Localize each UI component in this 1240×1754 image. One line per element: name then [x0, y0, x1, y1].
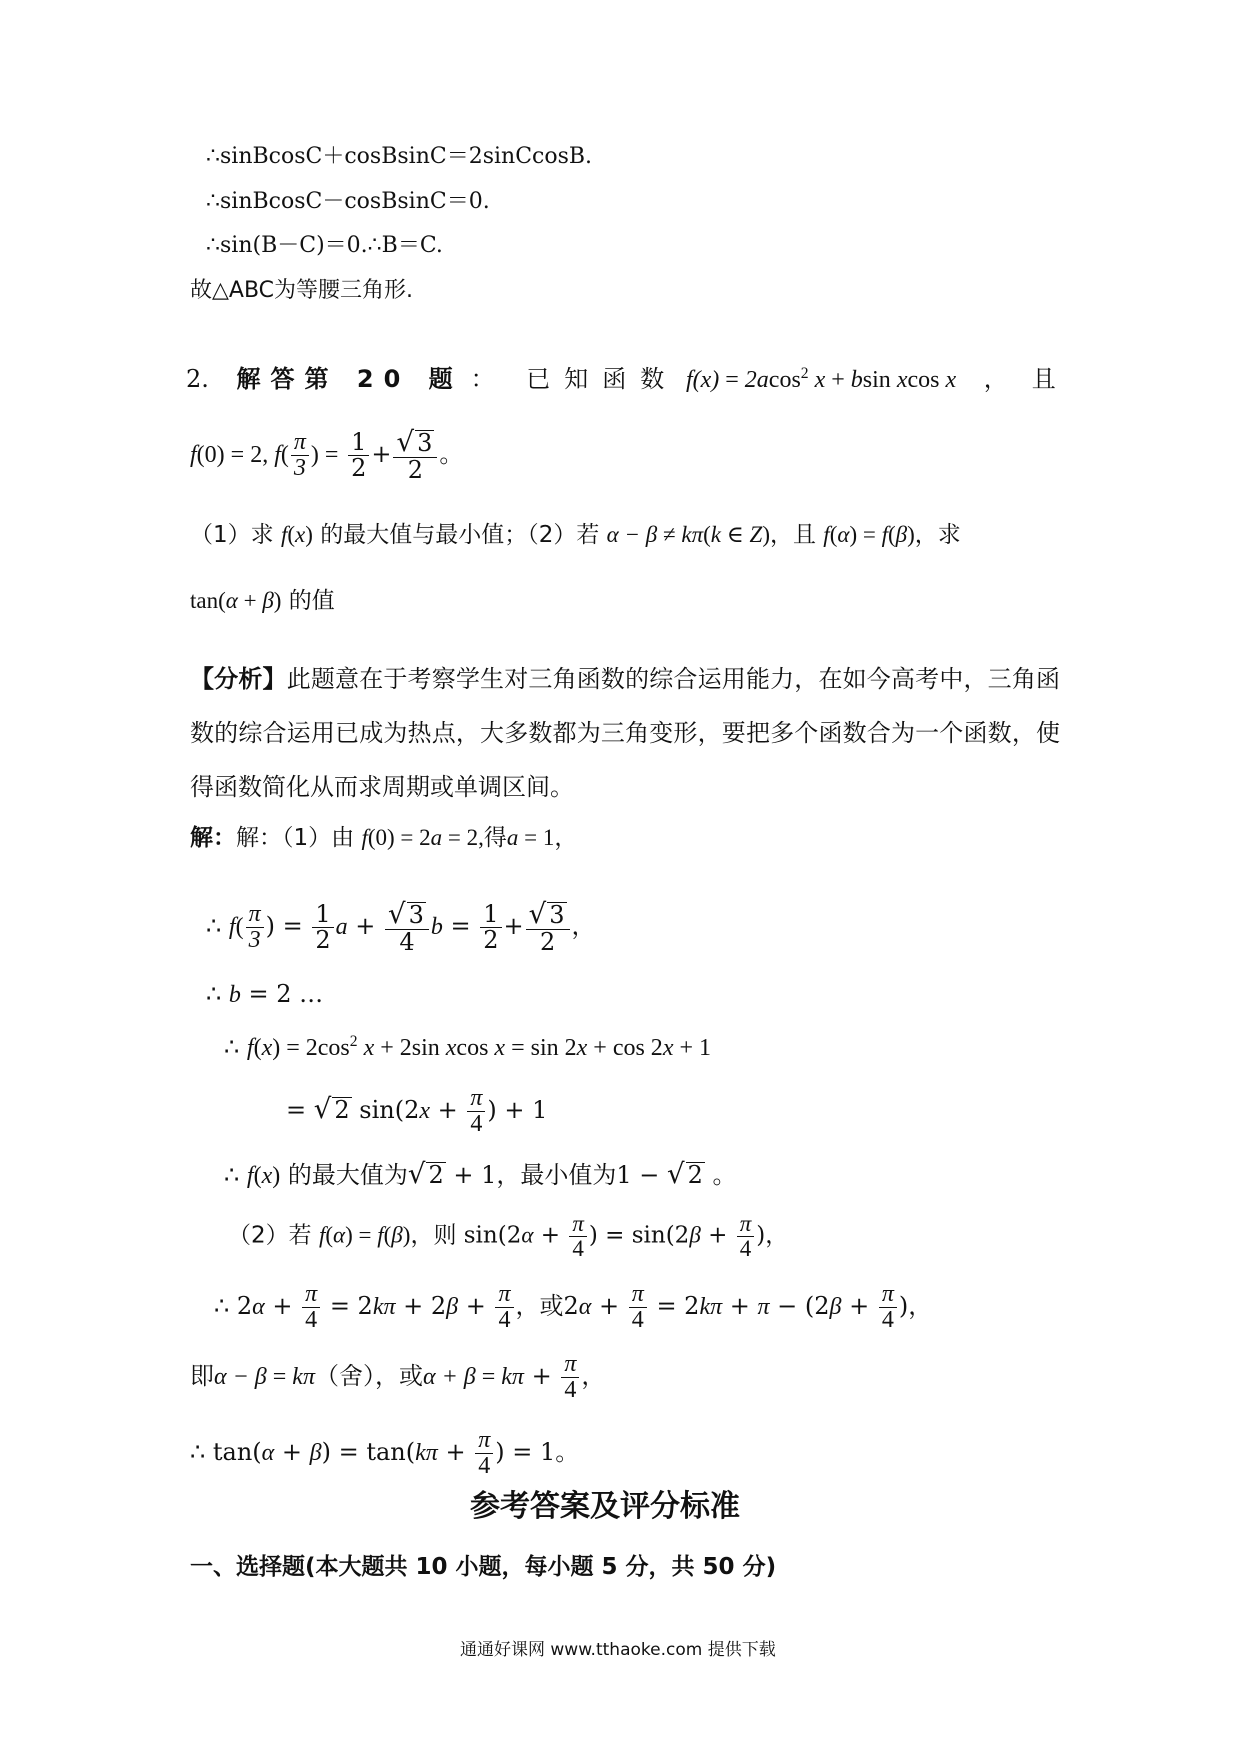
problem-colon: ：: [470, 365, 495, 393]
answer-heading: 参考答案及评分标准: [470, 1489, 740, 1524]
analysis-text: 此题意在于考察学生对三角函数的综合运用能力，在如今高考中，三角函数的综合运用已成为热点，大多数都为三角变形，要把多个函数合为一个函数，使得函数简化从而求周期或单调区间。: [190, 665, 1060, 801]
q1-suffix: 的最大值与最小值；（2）若: [320, 522, 600, 548]
q2-and: ，且: [769, 522, 816, 548]
problem-and: ，且: [983, 365, 1080, 393]
problem-statement: 2. 解答第 20 题 ： 已知函数 f(x) = 2acos$^2$ x + bsin xcos x ，且: [186, 365, 1080, 393]
reject-text: （舍），或: [314, 1362, 423, 1391]
proof-line-3: ∴sin(B－C)＝0.∴B＝C.: [206, 233, 443, 258]
proof-line-2: ∴sinBcosC－cosBsinC＝0.: [206, 189, 490, 214]
solution-intro: 解：（1）由: [236, 825, 355, 851]
solution-line-2: ∴ f( $\frac{\pi}{3}$ ) = $\frac{1}{2}$ a + $\frac{√ 3}{4}$ b = $\frac{1}{2}$ + $\frac{√ 3}{2}$ ，: [206, 897, 596, 956]
part2-text: （2）若: [228, 1222, 312, 1249]
solution-line-1: 解：解：（1）由 f(0) = 2a = 2,得a = 1，: [190, 825, 578, 851]
max-text: 的最大值为: [287, 1161, 408, 1189]
solution-line-10: ∴ tan(α + β) = tan(kπ + $\frac{\pi}{4}$ ) = 1。: [190, 1427, 580, 1480]
q2-end: 的值: [288, 588, 335, 614]
footer-source: 通通好课网 www.tthaoke.com 提供下载: [460, 1640, 776, 1660]
solution-line-8: ∴ 2α + $\frac{\pi}{4}$ = 2kπ + 2β + $\frac{\pi}{4}$ ，或2α + $\frac{\pi}{4}$ = 2kπ + π − (2β + $\frac{\pi}{4}$ )，: [214, 1281, 933, 1334]
question-line: （1）求 f(x) 的最大值与最小值；（2）若 α − β ≠ kπ(k ∈ Z)，且 f(α) = f(β)，求: [190, 522, 961, 548]
solution-get: 得: [483, 825, 507, 851]
function-definition: f: [685, 367, 693, 393]
problem-intro: 已知函数: [526, 365, 679, 393]
then-text: ，则: [410, 1222, 457, 1249]
solution-line-3: ∴ b = 2 …: [206, 980, 324, 1008]
analysis-paragraph: [190, 652, 1060, 814]
min-text: ，最小值为: [496, 1161, 617, 1189]
proof-conclusion: 故△ABC为等腰三角形.: [190, 278, 414, 303]
q2-ask: ，求: [914, 522, 961, 548]
q1-prefix: （1）求: [190, 522, 274, 548]
solution-line-6: ∴ f(x) 的最大值为√ 2 + 1，最小值为1 − √ 2 。: [224, 1157, 737, 1190]
problem-label: 解答第 20 题: [236, 365, 463, 393]
proof-line-1: ∴sinBcosC＋cosBsinC＝2sinCcosB.: [206, 144, 593, 169]
analysis-tag: 【分析】: [190, 665, 287, 693]
ji-text: 即: [190, 1362, 214, 1391]
or-text: ，或: [515, 1292, 564, 1321]
solution-tag: 解：: [190, 825, 236, 851]
solution-line-9: 即α − β = kπ（舍），或α + β = kπ + $\frac{\pi}{4}$ ，: [190, 1351, 606, 1404]
given-values: f(0) = 2, f( $\frac{\pi}{3}$ ) = $\frac{1}{2}$ + $\frac{√ 3}{2}$ 。: [190, 425, 464, 484]
question-line-2: tan(α + β) 的值: [190, 588, 335, 614]
solution-line-4: ∴ $f(x) = 2\cos^2$ x + 2sin xcos x = sin 2x + cos 2x + 1: [224, 1033, 712, 1061]
solution-line-5: = √ 2 sin(2x + $\frac{\pi}{4}$ ) + 1: [286, 1085, 548, 1138]
problem-number: 2.: [186, 365, 209, 393]
solution-line-7: （2）若 f(α) = f(β)，则 sin(2α + $\frac{\pi}{4}$ ) = sin(2β + $\frac{\pi}{4}$ )，: [228, 1211, 789, 1262]
section-heading: 一、选择题(本大题共 10 小题，每小题 5 分，共 50 分): [190, 1554, 777, 1580]
